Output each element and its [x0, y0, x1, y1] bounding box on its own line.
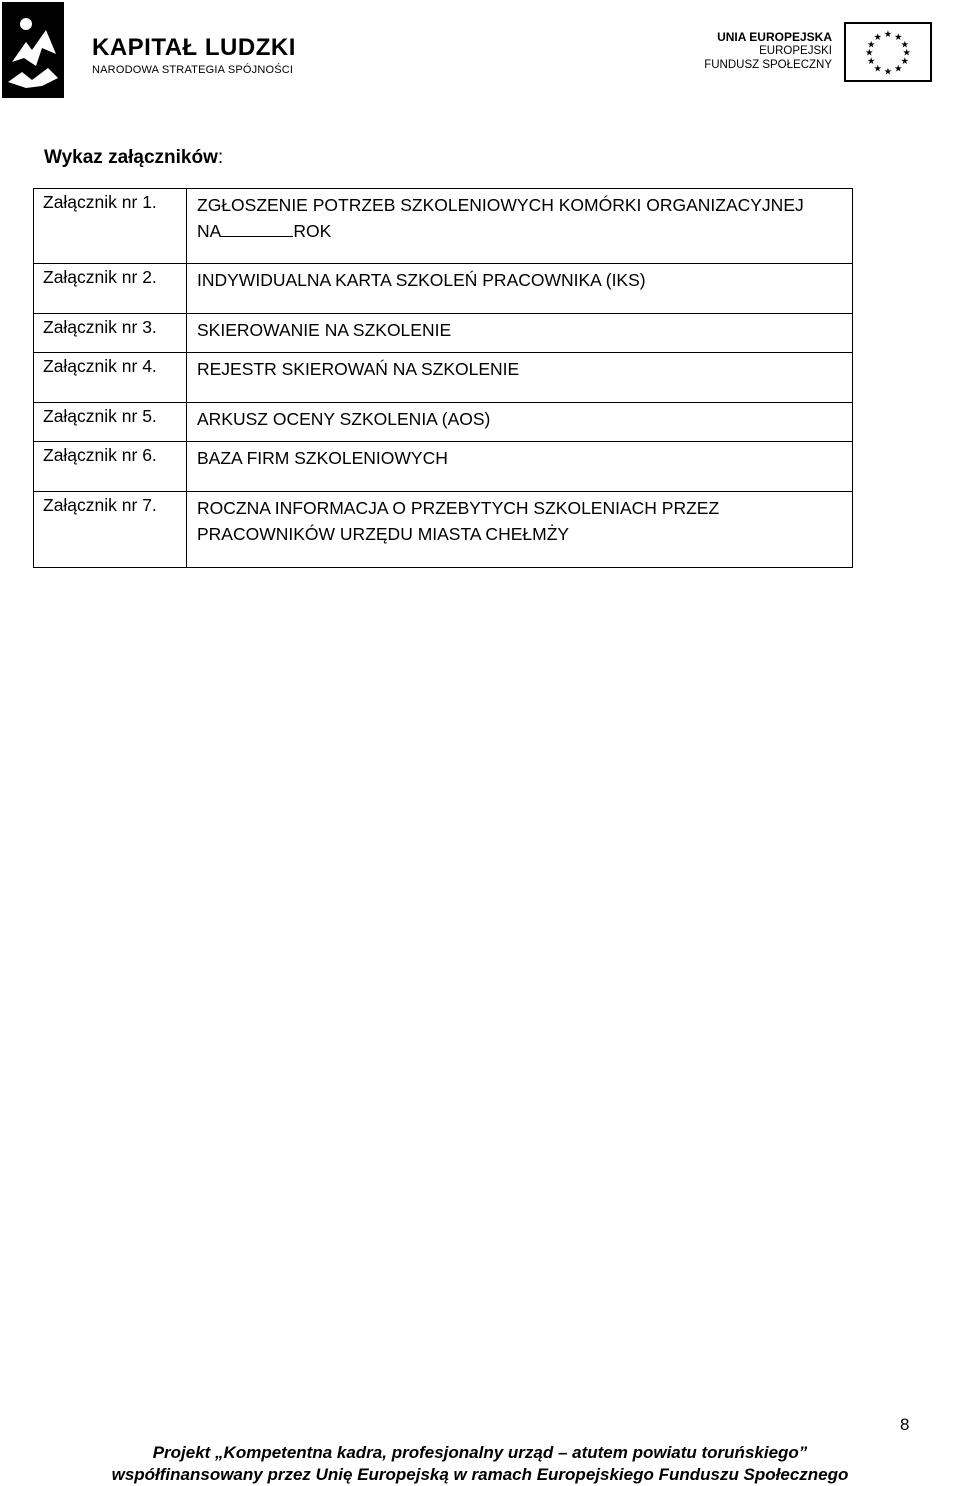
eu-line1: UNIA EUROPEJSKA	[717, 30, 832, 44]
attachment-title: ZGŁOSZENIE POTRZEB SZKOLENIOWYCH KOMÓRKI ORGANIZACYJNEJ NA ROK	[197, 195, 804, 241]
attachment-label: Załącznik nr 2.	[43, 267, 157, 287]
svg-text:★: ★	[902, 47, 911, 59]
footer-line2: współfinansowany przez Unię Europejską w ramach Europejskiego Funduszu Społecznego	[111, 1465, 849, 1484]
svg-text:★: ★	[883, 29, 893, 41]
blank-field	[221, 220, 293, 237]
table-row-divider	[34, 441, 852, 442]
attachment-title: REJESTR SKIEROWAŃ NA SZKOLENIE	[197, 359, 520, 379]
attachment-label: Załącznik nr 4.	[43, 356, 157, 376]
svg-text:★: ★	[873, 31, 882, 43]
footer-line1: Projekt „Kompetentna kadra, profesjonalny urząd – atutem powiatu toruńskiego”	[152, 1443, 808, 1462]
svg-text:★: ★	[867, 56, 876, 68]
svg-text:★: ★	[900, 56, 909, 68]
kapital-ludzki-logo	[2, 2, 302, 98]
svg-text:★: ★	[894, 63, 903, 75]
table-row-divider	[34, 402, 852, 403]
eu-flag-icon	[844, 22, 932, 82]
table-row-divider	[34, 491, 852, 492]
attachment-title: ARKUSZ OCENY SZKOLENIA (AOS)	[197, 409, 491, 429]
attachment-label: Załącznik nr 5.	[43, 406, 157, 426]
attachment-title: ROCZNA INFORMACJA O PRZEBYTYCH SZKOLENIACH PRZEZ PRACOWNIKÓW URZĘDU MIASTA CHEŁMŻY	[197, 498, 720, 544]
kl-subtitle: NARODOWA STRATEGIA SPÓJNOŚCI	[92, 64, 294, 76]
kapital-ludzki-emblem-icon	[2, 2, 72, 98]
attachment-label: Załącznik nr 1.	[43, 192, 157, 212]
eu-logo	[704, 22, 932, 84]
eu-line3: FUNDUSZ SPOŁECZNY	[704, 59, 832, 71]
attachment-title: SKIEROWANIE NA SZKOLENIE	[197, 320, 452, 340]
svg-text:★: ★	[865, 47, 874, 59]
attachment-title: BAZA FIRM SZKOLENIOWYCH	[197, 448, 448, 468]
svg-text:★: ★	[883, 66, 893, 78]
svg-text:★: ★	[900, 39, 909, 51]
page-heading: Wykaz załączników:	[44, 147, 224, 168]
table-column-divider	[186, 188, 187, 568]
table-row-divider	[34, 352, 852, 353]
svg-text:★: ★	[894, 31, 903, 43]
svg-text:★: ★	[867, 39, 876, 51]
kl-title: KAPITAŁ LUDZKI	[92, 34, 296, 61]
attachment-label: Załącznik nr 6.	[43, 445, 157, 465]
svg-text:★: ★	[873, 63, 882, 75]
page-number: 8	[900, 1415, 910, 1434]
attachment-label: Załącznik nr 3.	[43, 317, 157, 337]
table-row-divider	[34, 263, 852, 264]
eu-line2: EUROPEJSKI	[759, 45, 832, 57]
attachment-title: INDYWIDUALNA KARTA SZKOLEŃ PRACOWNIKA (IKS)	[197, 270, 646, 290]
table-row-divider	[34, 313, 852, 314]
attachment-label: Załącznik nr 7.	[43, 495, 157, 515]
